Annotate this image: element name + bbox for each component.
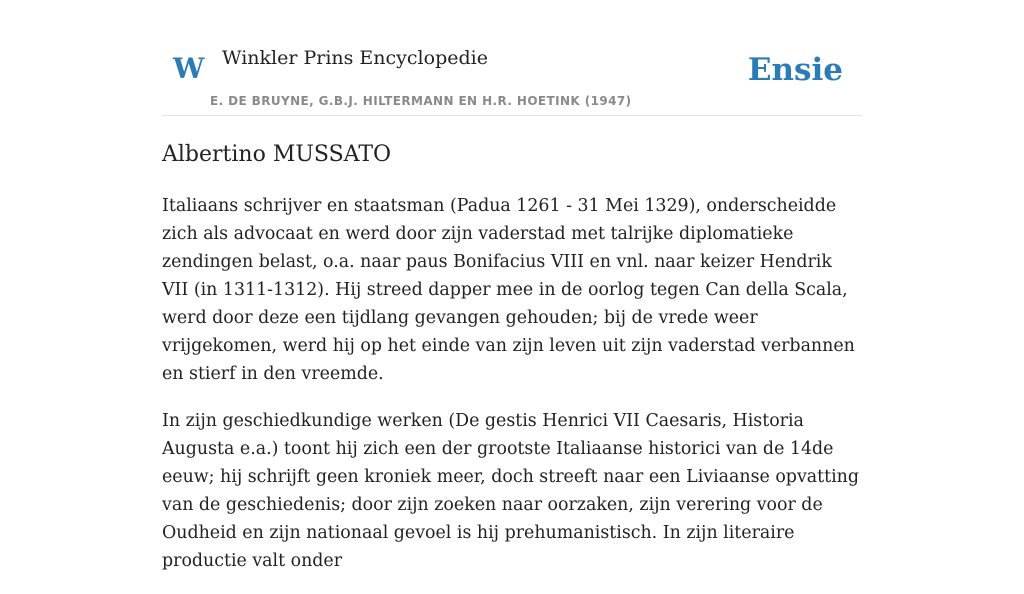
ensie-logo[interactable]: Ensie — [747, 52, 843, 88]
article-title: Albertino MUSSATO — [162, 142, 392, 167]
winkler-prins-logo[interactable]: W — [173, 52, 205, 85]
article-body — [162, 192, 862, 594]
page — [162, 0, 862, 571]
authors-line: E. DE BRUYNE, G.B.J. HILTERMANN EN H.R. HOETINK (1947) — [210, 94, 632, 108]
article-paragraph: Italiaans schrijver en staatsman (Padua 1261 - 31 Mei 1329), onderscheidde zich als advocaat en werd door zijn vaderstad met talrijke diplomatieke zendingen belast, o.a. naar paus Bonifacius VIII en vnl. naar keizer Hendrik VII (in 1311-1312). Hij streed dapper mee in de oorlog tegen Can della Scala, werd door deze een tijdlang gevangen gehouden; bij de vrede weer vrijgekomen, werd hij op het einde van zijn leven uit zijn vaderstad verbannen en stierf in den vreemde. — [162, 196, 855, 384]
site-title[interactable]: Winkler Prins Encyclopedie — [222, 47, 488, 69]
article-paragraph: In zijn geschiedkundige werken (De gestis Henrici VII Caesaris, Historia Augusta e.a.) toont hij zich een der grootste Italiaanse historici van de 14de eeuw; hij schrijft geen kroniek meer, doch streeft naar een Liviaanse opvatting van de geschiedenis; door zijn zoeken naar oorzaken, zijn verering voor de Oudheid en zijn nationaal gevoel is hij prehumanistisch. In zijn literaire productie valt onder — [162, 411, 860, 571]
site-header — [162, 0, 862, 116]
